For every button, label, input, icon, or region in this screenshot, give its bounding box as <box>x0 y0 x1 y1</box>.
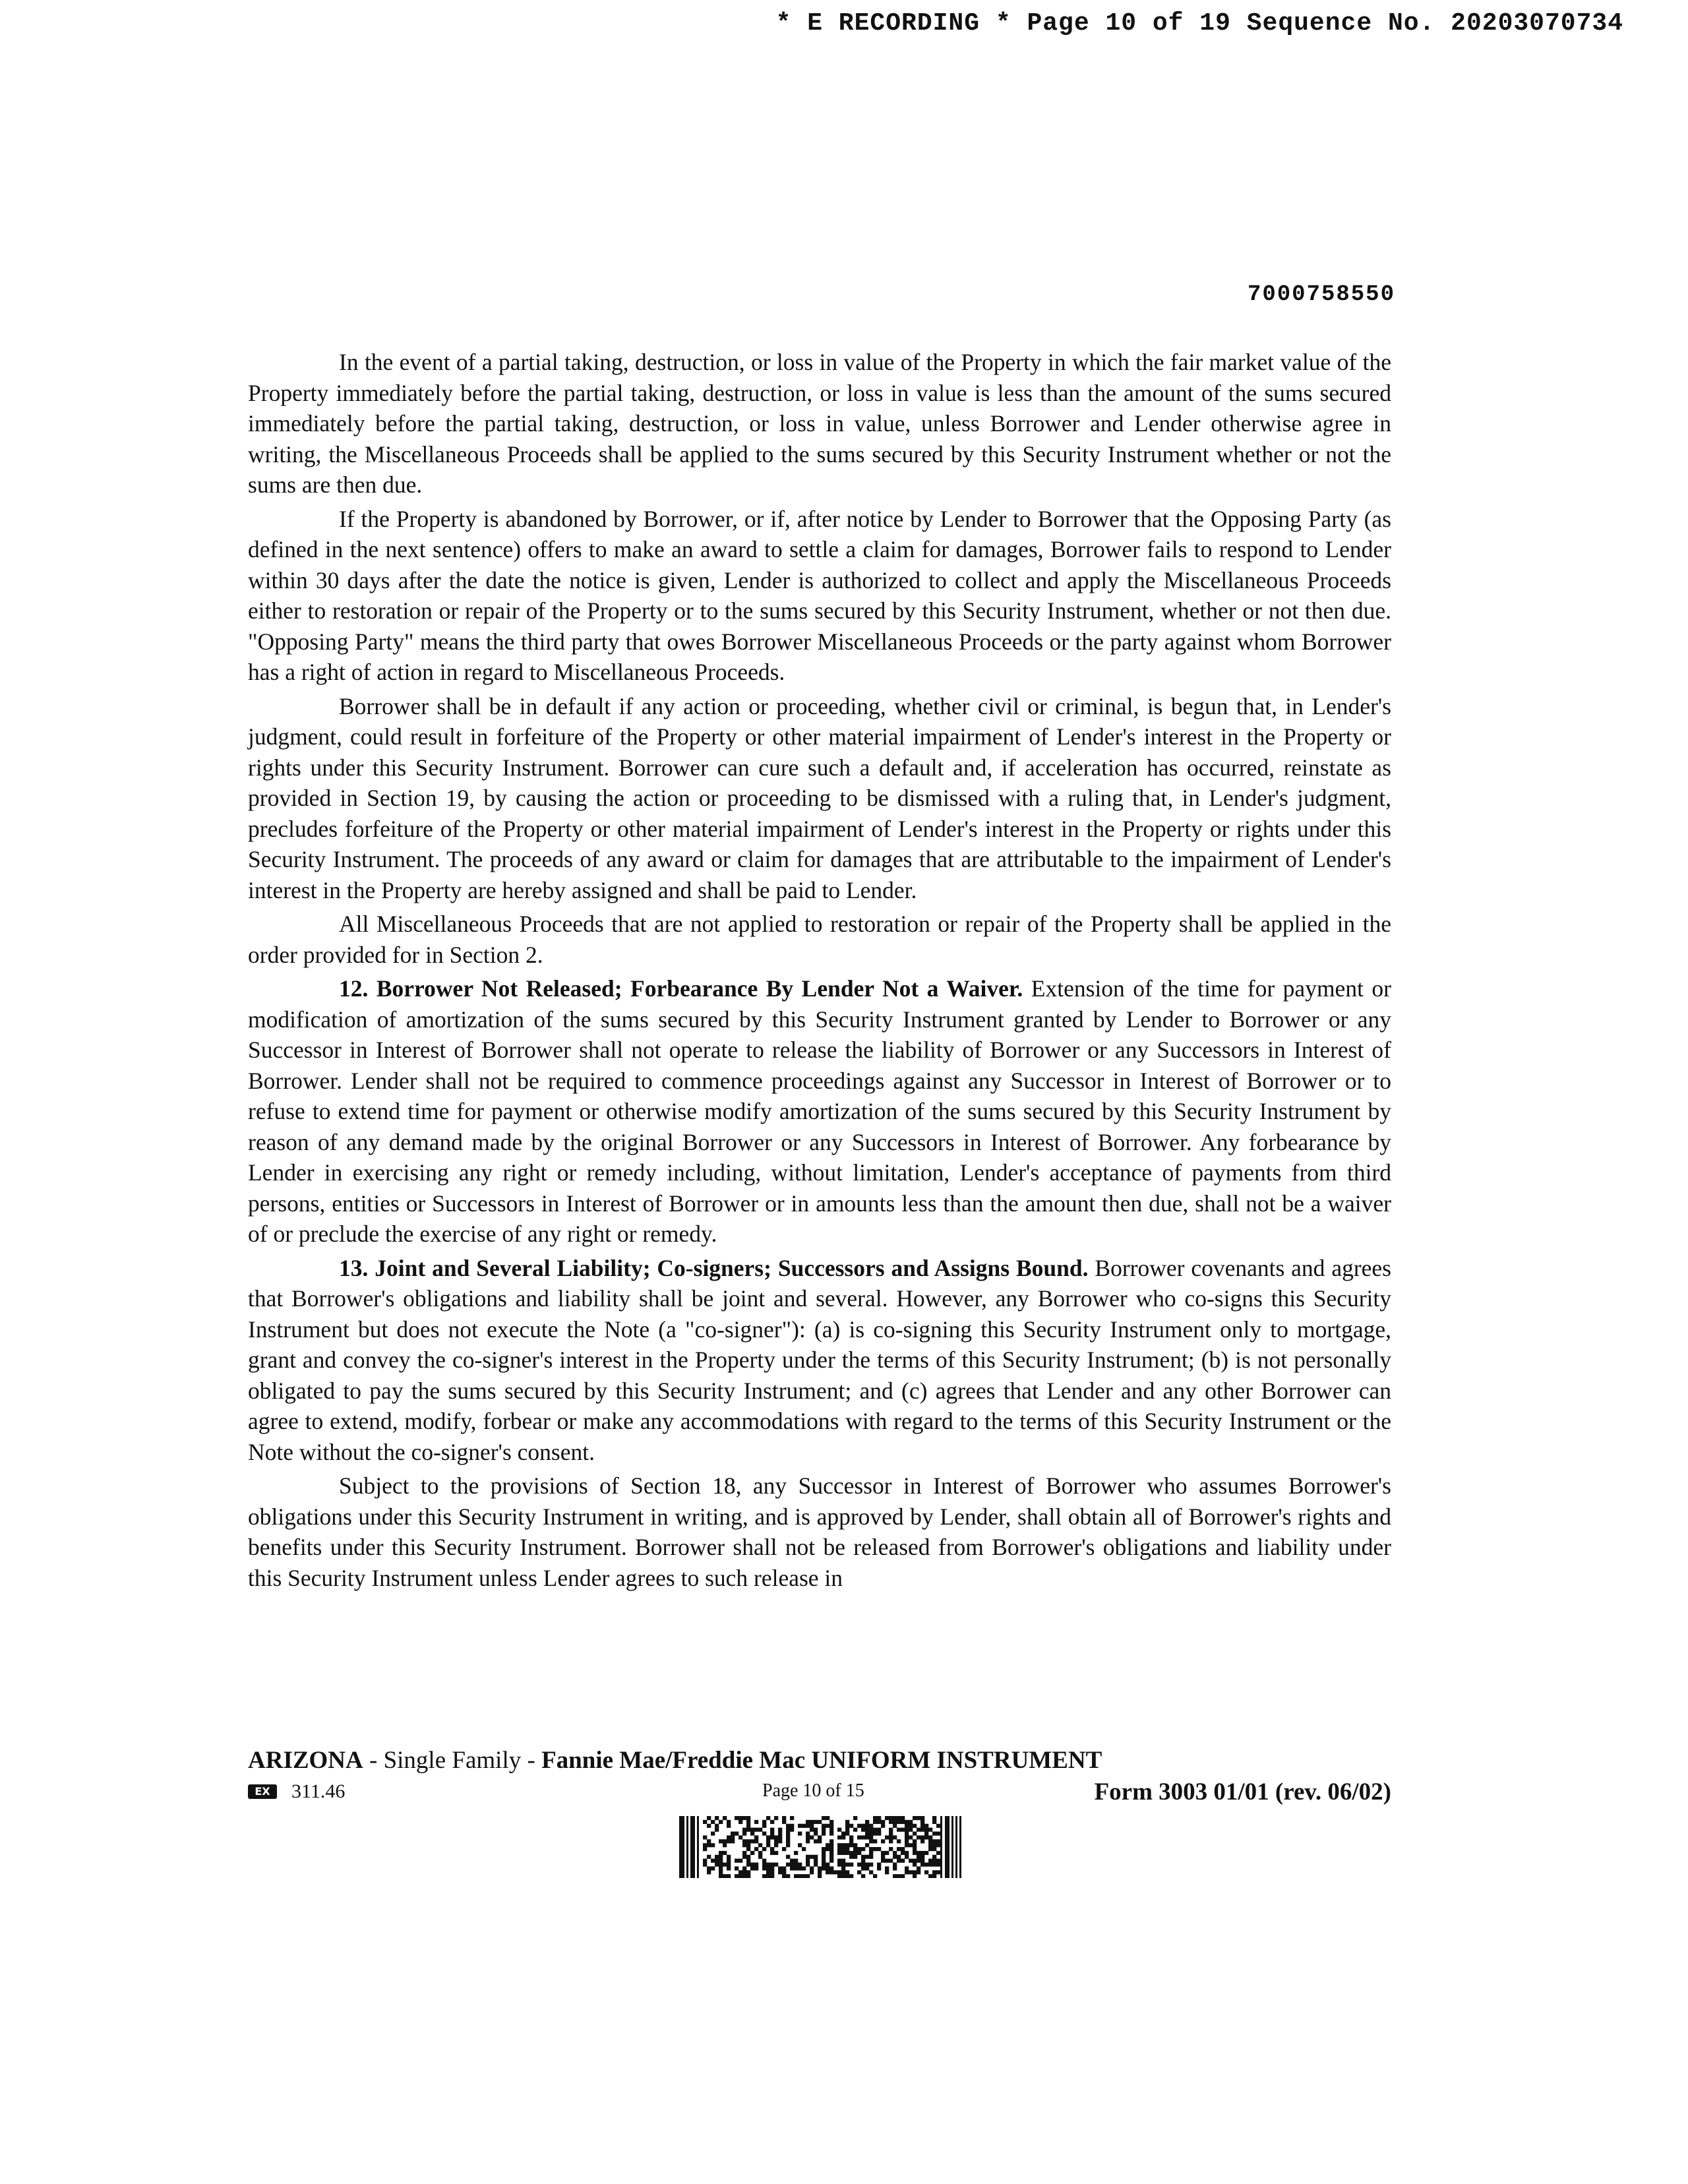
footer-family-type: Single Family <box>383 1747 522 1774</box>
paragraph-text: If the Property is abandoned by Borrower, or if, after notice by Lender to Borrower that the Opposing Party (as defined in the next sentence) offers to make an award to settle a claim for damages, Borrower fails to respond to Lender within 30 days after the date the notice is given, Lender is authorized to collect and apply the Miscellaneous Proceeds either to restoration or repair of the Property or to the sums secured by this Security Instrument, whether or not then due. "Opposing Party" means the third party that owes Borrower Miscellaneous Proceeds or the party against whom Borrower has a right of action in regard to Miscellaneous Proceeds. <box>248 505 1391 685</box>
paragraph-text: All Miscellaneous Proceeds that are not applied to restoration or repair of the Property shall be applied in the order provided for in Section 2. <box>248 911 1391 968</box>
barcode-pattern <box>703 1816 940 1878</box>
footer-separator: - <box>363 1747 384 1774</box>
form-logo-icon: EX <box>248 1784 277 1799</box>
section-12-text: Extension of the time for payment or modification of amortization of the sums secured by this Security Instrument granted by Lender to Borrower or any Successor in Interest of Borrower shall not operate to release the liability of Borrower or any Successors in Interest of Borrower. Lender shall not be required to commence proceedings against any Successor in Interest of Borrower or to refuse to extend time for payment or otherwise modify amortization of the sums secured by this Security Instrument by reason of any demand made by the original Borrower or any Successors in Interest of Borrower. Any forbearance by Lender in exercising any right or remedy including, without limitation, Lender's acceptance of payments from third persons, entities or Successors in Interest of Borrower or in amounts less than the amount then due, shall not be a waiver of or preclude the exercise of any right or remedy. <box>248 975 1391 1247</box>
form-code: 311.46 <box>291 1780 346 1802</box>
form-number: Form 3003 01/01 (rev. 06/02) <box>1094 1778 1391 1805</box>
section-12-heading: 12. Borrower Not Released; Forbearance By Lender Not a Waiver. <box>339 975 1023 1002</box>
page-indicator: Page 10 of 15 <box>762 1780 864 1801</box>
loan-number: 7000758550 <box>1247 282 1395 307</box>
paragraph-text: Borrower shall be in default if any action or proceeding, whether civil or criminal, is begun that, in Lender's judgment, could result in forfeiture of the Property or other material impairment of Lender's interest in the Property or rights under this Security Instrument. Borrower can cure such a default and, if acceleration has occurred, reinstate as provided in Section 19, by causing the action or proceeding to be dismissed with a ruling that, in Lender's judgment, precludes forfeiture of the Property or other material impairment of Lender's interest in the Property or rights under this Security Instrument. The proceeds of any award or claim for damages that are attributable to the impairment of Lender's interest in the Property are hereby assigned and shall be paid to Lender. <box>248 692 1391 903</box>
footer-separator: - <box>521 1747 542 1774</box>
footer-form-line <box>248 1778 1391 1807</box>
footer-state: ARIZONA <box>248 1747 363 1774</box>
form-code-group <box>248 1780 345 1803</box>
paragraph-default <box>248 691 1391 906</box>
footer-instrument-line <box>248 1746 1391 1775</box>
section-13-text: Borrower covenants and agrees that Borrower's obligations and liability shall be joint and several. However, any Borrower who co-signs this Security Instrument but does not execute the Note (a "co-signer"): (a) is co-signing this Security Instrument only to mortgage, grant and convey the co-signer's interest in the Property under the terms of this Security Instrument; (b) is not personally obligated to pay the sums secured by this Security Instrument; and (c) agrees that Lender and any other Borrower can agree to extend, modify, forbear or make any accommodations with regard to the terms of this Security Instrument or the Note without the co-signer's consent. <box>248 1254 1391 1465</box>
paragraph-partial-taking <box>248 347 1391 501</box>
section-12 <box>248 973 1391 1250</box>
paragraph-text: Subject to the provisions of Section 18, any Successor in Interest of Borrower who assumes Borrower's obligations under this Security Instrument in writing, and is approved by Lender, shall obtain all of Borrower's rights and benefits under this Security Instrument. Borrower shall not be released from Borrower's obligations and liability under this Security Instrument unless Lender agrees to such release in <box>248 1472 1391 1591</box>
footer-instrument: Fannie Mae/Freddie Mac UNIFORM INSTRUMENT <box>541 1747 1102 1774</box>
paragraph-text: In the event of a partial taking, destruction, or loss in value of the Property in which the fair market value of the Property immediately before the partial taking, destruction, or loss in value is less than the amount of the sums secured immediately before the partial taking, destruction, or loss in value, unless Borrower and Lender otherwise agree in writing, the Miscellaneous Proceeds shall be applied to the sums secured by this Security Instrument whether or not the sums are then due. <box>248 349 1391 498</box>
paragraph-abandonment <box>248 504 1391 688</box>
document-footer <box>248 1746 1391 1807</box>
section-13-heading: 13. Joint and Several Liability; Co-signers; Successors and Assigns Bound. <box>339 1254 1089 1281</box>
section-13 <box>248 1253 1391 1468</box>
recording-header: * E RECORDING * Page 10 of 19 Sequence No. 20203070734 <box>775 9 1623 38</box>
paragraph-application <box>248 909 1391 970</box>
document-body <box>248 347 1391 1596</box>
paragraph-successor <box>248 1471 1391 1593</box>
barcode-icon <box>679 1816 961 1878</box>
